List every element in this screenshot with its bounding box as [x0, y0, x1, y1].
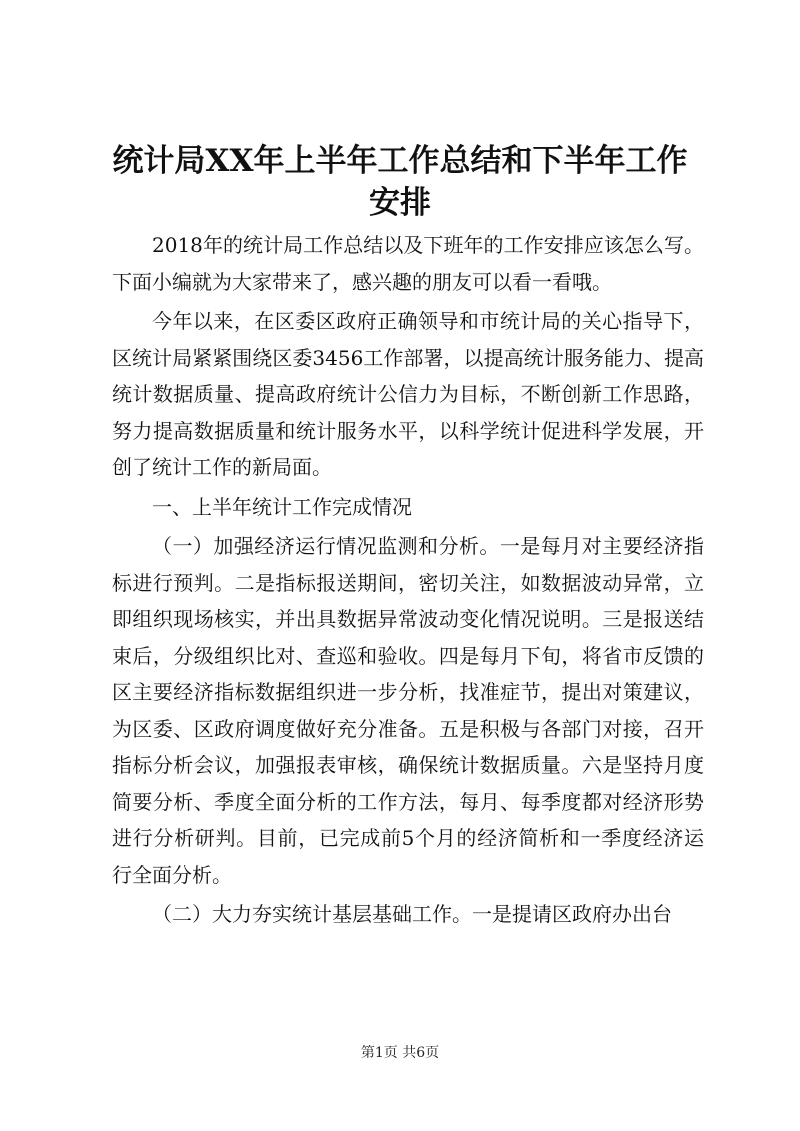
document-body — [112, 227, 704, 933]
document-title: 统计局XX年上半年工作总结和下半年工作安排 — [112, 143, 688, 221]
overview-paragraph: 今年以来，在区委区政府正确领导和市统计局的关心指导下，区统计局紧紧围绕区委3456工作部署，以提高统计服务能力、提高统计数据质量、提高政府统计公信力为目标，不断创新工作思路，努力提高数据质量和统计服务水平，以科学统计促进科学发展，开创了统计工作的新局面。 — [112, 309, 704, 479]
intro-paragraph: 2018年的统计局工作总结以及下班年的工作安排应该怎么写。下面小编就为大家带来了，感兴趣的朋友可以看一看哦。 — [112, 233, 704, 294]
section-heading: 一、上半年统计工作完成情况 — [152, 494, 412, 519]
subsection-one-paragraph: （一）加强经济运行情况监测和分析。一是每月对主要经济指标进行预判。二是指标报送期间，密切关注，如数据波动异常，立即组织现场核实，并出具数据异常波动变化情况说明。三是报送结束后，分级组织比对、查巡和验收。四是每月下旬，将省市反馈的区主要经济指标数据组织进一步分析，找准症节，提出对策建议，为区委、区政府调度做好充分准备。五是积极与各部门对接，召开指标分析会议，加强报表审核，确保统计数据质量。六是坚持月度简要分析、季度全面分析的工作方法，每月、每季度都对经济形势进行分析研判。目前，已完成前5个月的经济简析和一季度经济运行全面分析。 — [112, 534, 704, 887]
subsection-two-paragraph: （二）大力夯实统计基层基础工作。一是提请区政府办出台 — [152, 902, 672, 926]
page-footer: 第1页 共6页 — [360, 1045, 440, 1061]
